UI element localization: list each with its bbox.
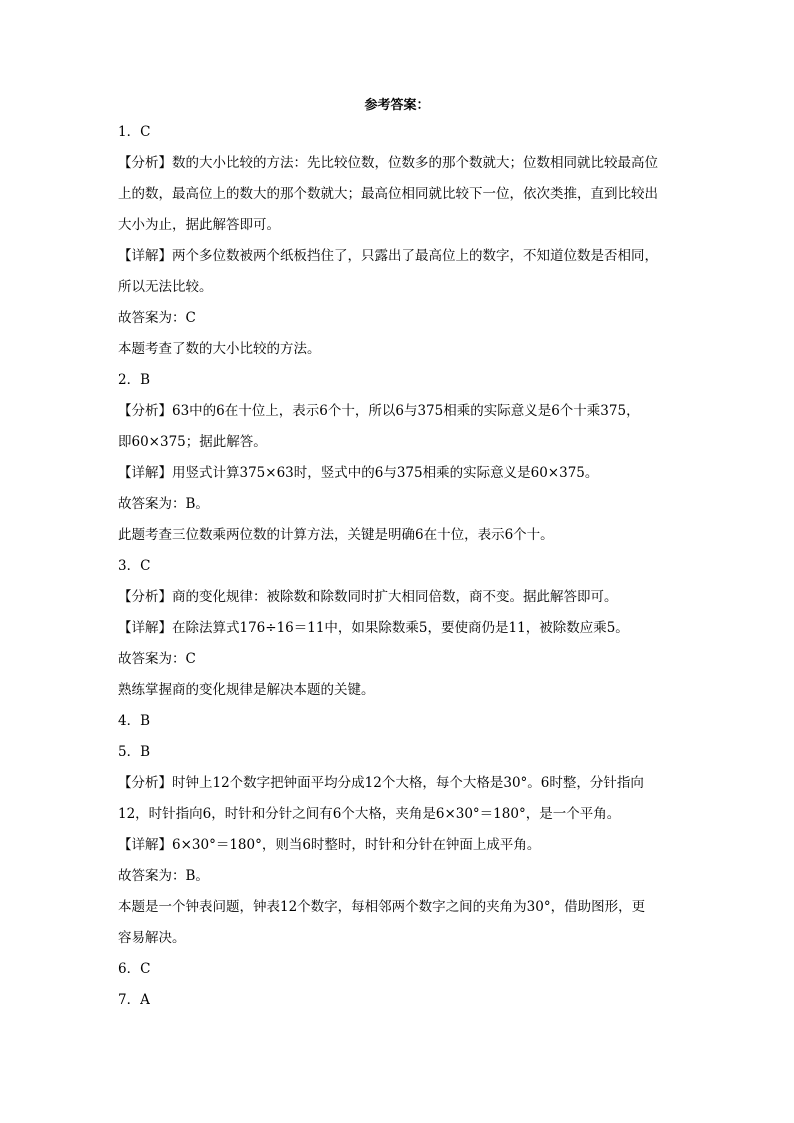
answer-line-16: 【分析】商的变化规律：被除数和除数同时扩大相同倍数，商不变。据此解答即可。: [118, 589, 618, 605]
answer-line-11: 即60×375；据此解答。: [118, 434, 267, 450]
answer-line-9: 2．B: [118, 372, 151, 388]
answer-line-5: 【详解】两个多位数被两个纸板挡住了，只露出了最高位上的数字，不知道位数是否相同，: [118, 248, 658, 264]
answer-line-27: 容易解决。: [118, 930, 186, 946]
answer-line-19: 熟练掌握商的变化规律是解决本题的关键。: [118, 682, 375, 698]
answer-line-17: 【详解】在除法算式176÷16＝11中，如果除数乘5，要使商仍是11，被除数应乘5。: [118, 620, 629, 636]
answer-line-21: 5．B: [118, 744, 151, 760]
answer-line-2: 【分析】数的大小比较的方法：先比较位数，位数多的那个数就大；位数相同就比较最高位: [118, 155, 658, 171]
answer-line-20: 4．B: [118, 713, 151, 729]
answer-line-13: 故答案为：B。: [118, 496, 209, 512]
answer-line-12: 【详解】用竖式计算375×63时，竖式中的6与375相乘的实际意义是60×375。: [118, 465, 599, 481]
answer-line-26: 本题是一个钟表问题，钟表12个数字，每相邻两个数字之间的夹角为30°，借助图形，更: [118, 899, 646, 915]
answer-line-15: 3．C: [118, 558, 151, 574]
answer-line-24: 【详解】6×30°＝180°，则当6时整时，时针和分针在钟面上成平角。: [118, 837, 541, 853]
answer-line-10: 【分析】63中的6在十位上，表示6个十，所以6与375相乘的实际意义是6个十乘375，: [118, 403, 640, 419]
answer-line-18: 故答案为：C: [118, 651, 196, 667]
answer-line-22: 【分析】时钟上12个数字把钟面平均分成12个大格，每个大格是30°。6时整，分针指向: [118, 775, 644, 791]
answer-line-7: 故答案为：C: [118, 310, 196, 326]
page-title: 参考答案：: [364, 98, 430, 113]
answer-line-8: 本题考查了数的大小比较的方法。: [118, 341, 321, 357]
answer-line-29: 7．A: [118, 992, 150, 1008]
answer-line-6: 所以无法比较。: [118, 279, 213, 295]
answer-line-14: 此题考查三位数乘两位数的计算方法，关键是明确6在十位，表示6个十。: [118, 527, 554, 543]
answer-line-28: 6．C: [118, 961, 151, 977]
answer-line-25: 故答案为：B。: [118, 868, 209, 884]
answer-line-3: 上的数，最高位上的数大的那个数就大；最高位相同就比较下一位，依次类推，直到比较出: [118, 186, 658, 202]
answer-line-4: 大小为止，据此解答即可。: [118, 217, 280, 233]
answer-line-1: 1．C: [118, 124, 151, 140]
answer-line-23: 12，时针指向6，时针和分针之间有6个大格，夹角是6×30°＝180°，是一个平角。: [118, 806, 621, 822]
